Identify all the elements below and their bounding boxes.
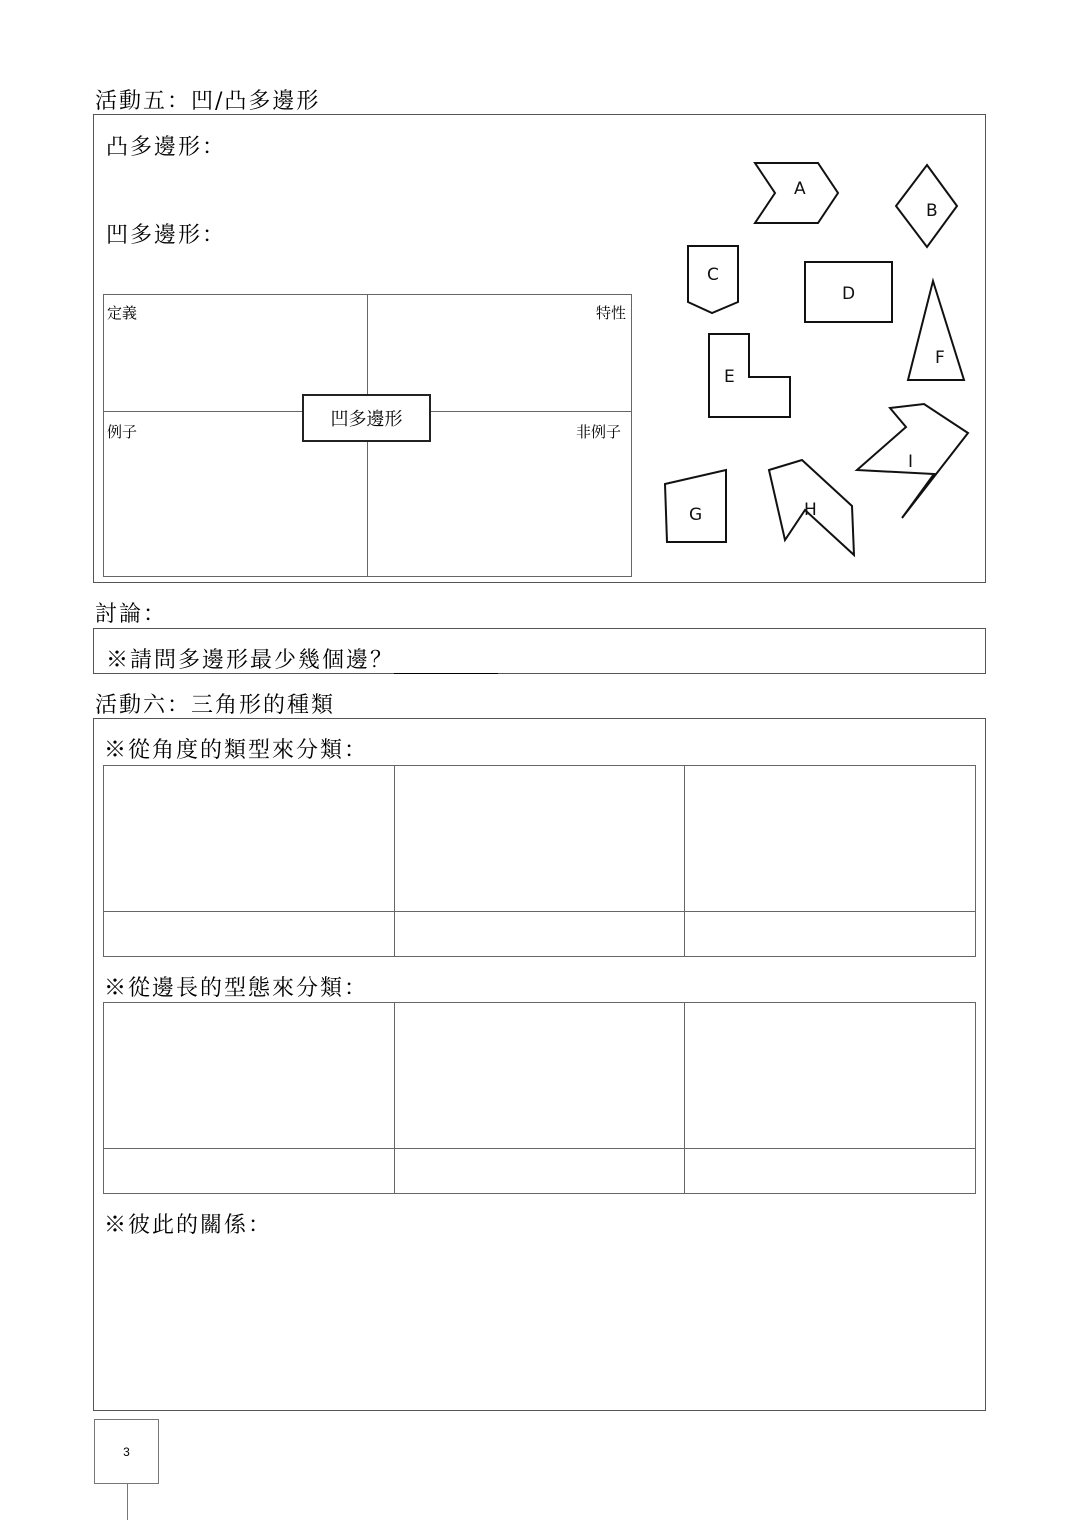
activity5-title: 活動五：凹/凸多邊形: [95, 89, 321, 114]
side-table-cell: [684, 1148, 976, 1194]
shape-label-c: C: [707, 265, 719, 285]
angle-table-cell: [684, 911, 976, 957]
angle-table-cell: [103, 765, 395, 912]
angle-table-cell: [394, 765, 685, 912]
polygon-shapes: [0, 0, 1076, 600]
shape-label-d: D: [842, 284, 856, 304]
shape-label-b: B: [926, 201, 938, 221]
discussion-question-text: ※請問多邊形最少幾個邊？: [106, 648, 395, 673]
shape-label-a: A: [794, 179, 806, 199]
answer-blank[interactable]: [394, 653, 498, 674]
convex-label: 凸多邊形：: [106, 135, 227, 160]
side-table-cell: [394, 1148, 685, 1194]
side-table-cell: [103, 1148, 395, 1194]
activity6-title: 活動六：三角形的種類: [95, 693, 336, 718]
page-number-line: [127, 1484, 128, 1520]
frayer-nonexamples-label: 非例子: [576, 423, 622, 441]
by-angle-label: ※從角度的類型來分類：: [104, 738, 369, 763]
relation-label: ※彼此的關係：: [104, 1213, 273, 1238]
shape-label-g: G: [689, 505, 703, 525]
side-table-cell: [394, 1002, 685, 1149]
angle-table-cell: [103, 911, 395, 957]
concave-label: 凹多邊形：: [106, 223, 227, 248]
frayer-definition-label: 定義: [107, 304, 138, 322]
shape-label-h: H: [804, 500, 817, 520]
discussion-question: [106, 643, 498, 674]
shape-e-lshape: [709, 334, 790, 417]
shape-label-e: E: [724, 367, 735, 387]
angle-table-cell: [394, 911, 685, 957]
frayer-examples-label: 例子: [107, 423, 138, 441]
shape-label-f: F: [935, 348, 945, 368]
side-table-cell: [103, 1002, 395, 1149]
angle-table-cell: [684, 765, 976, 912]
shape-label-i: I: [908, 452, 914, 472]
page-number: 3: [94, 1419, 159, 1484]
frayer-center-term: 凹多邊形: [302, 394, 431, 442]
by-side-label: ※從邊長的型態來分類：: [104, 976, 369, 1001]
discussion-title: 討論：: [95, 602, 168, 627]
frayer-properties-label: 特性: [596, 304, 627, 322]
side-table-cell: [684, 1002, 976, 1149]
